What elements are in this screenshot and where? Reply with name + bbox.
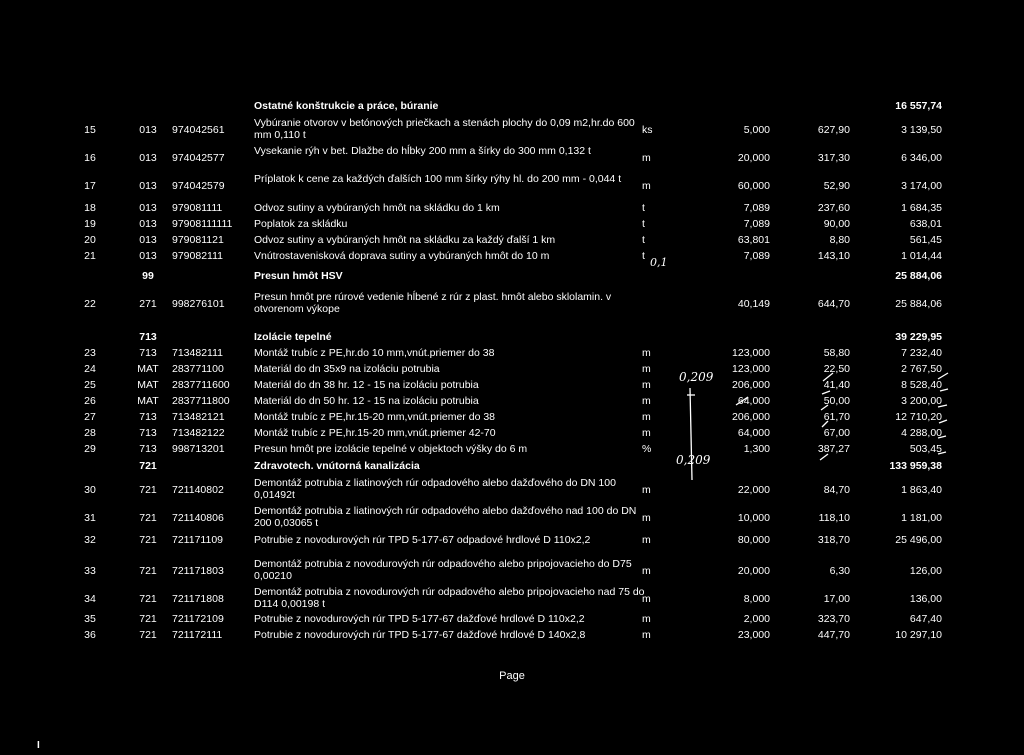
item-code: 713482111 [172, 347, 223, 359]
item-unit-price: 50,00 [823, 395, 850, 407]
item-unit-price: 118,10 [818, 512, 850, 524]
item-total: 1 684,35 [901, 202, 942, 214]
item-number: 20 [84, 234, 96, 246]
handwritten-note: 0,209 [679, 370, 714, 384]
item-unit: t [642, 218, 645, 230]
item-unit-price: 318,70 [817, 534, 850, 546]
item-description: Materiál do dn 50 hr. 12 - 15 na izoláciu potrubia [254, 395, 479, 407]
item-chapter: 721 [139, 613, 157, 625]
item-number: 36 [84, 629, 96, 641]
item-quantity: 10,000 [737, 512, 770, 524]
item-total: 3 174,00 [901, 180, 942, 192]
item-quantity: 63,801 [737, 234, 770, 246]
item-unit-price: 237,60 [817, 202, 850, 214]
item-number: 17 [84, 180, 96, 192]
section-title: Izolácie tepelné [254, 331, 332, 343]
item-total: 25 884,06 [895, 298, 942, 310]
item-number: 33 [84, 565, 96, 577]
item-chapter: 013 [139, 234, 157, 246]
item-chapter: 013 [139, 180, 157, 192]
item-code: 979082111 [172, 250, 223, 262]
item-code: 974042561 [172, 124, 225, 136]
item-quantity: 123,000 [732, 347, 770, 359]
item-chapter: 013 [139, 250, 157, 262]
item-quantity: 80,000 [737, 534, 770, 546]
item-total: 3 200,00 [901, 395, 942, 407]
item-code: 721171808 [172, 593, 224, 605]
item-code: 713482122 [172, 427, 225, 439]
page-footer [0, 670, 1024, 682]
item-unit: m [642, 613, 651, 625]
item-quantity: 7,089 [743, 218, 770, 230]
item-quantity: 20,000 [737, 152, 770, 164]
item-code: 979081121 [172, 234, 224, 246]
item-total: 2 767,50 [901, 363, 942, 375]
handwritten-note: 0,1 [650, 256, 668, 269]
item-unit: t [642, 234, 645, 246]
item-number: 23 [84, 347, 96, 359]
item-code: 2837711600 [172, 379, 230, 391]
item-chapter: 721 [139, 593, 157, 605]
item-unit-price: 143,10 [817, 250, 850, 262]
item-unit: m [642, 180, 651, 192]
item-code: 721171109 [172, 534, 223, 546]
item-total: 1 014,44 [901, 250, 942, 262]
item-number: 25 [84, 379, 96, 391]
item-number: 18 [84, 202, 96, 214]
item-unit: m [642, 395, 651, 407]
item-description: Vybúranie otvorov v betónových priečkach a stenách plochy do 0,09 m2,hr.do 600 mm 0,110 t [254, 117, 635, 141]
item-unit: m [642, 152, 651, 164]
item-number: 16 [84, 152, 96, 164]
item-description: Demontáž potrubia z novodurových rúr odpadového alebo pripojovacieho do D75 0,00210 [254, 558, 632, 582]
item-unit-price: 447,70 [817, 629, 850, 641]
item-description: Demontáž potrubia z liatinových rúr odpadového alebo dažďového do DN 100 0,01492t [254, 477, 616, 501]
page-label: Page [499, 670, 525, 682]
item-total: 25 496,00 [895, 534, 942, 546]
item-unit-price: 90,00 [823, 218, 850, 230]
item-unit: ks [642, 124, 653, 136]
item-unit-price: 644,70 [817, 298, 850, 310]
item-chapter: 713 [139, 427, 157, 439]
item-unit-price: 6,30 [829, 565, 850, 577]
item-unit-price: 52,90 [823, 180, 850, 192]
item-code: 979081111 [172, 202, 223, 214]
item-description: Presun hmôt pre izolácie tepelné v objektoch výšky do 6 m [254, 443, 528, 455]
item-chapter: 013 [139, 152, 157, 164]
item-unit-price: 627,90 [817, 124, 850, 136]
item-chapter: 721 [139, 534, 157, 546]
item-unit: % [642, 443, 652, 455]
item-total: 638,01 [909, 218, 942, 230]
item-quantity: 8,000 [743, 593, 770, 605]
item-total: 12 710,20 [895, 411, 942, 423]
item-unit: m [642, 484, 651, 496]
item-quantity: 22,000 [737, 484, 770, 496]
item-unit: t [642, 250, 645, 262]
item-quantity: 206,000 [732, 411, 770, 423]
item-code: 974042577 [172, 152, 225, 164]
item-quantity: 206,000 [732, 379, 770, 391]
item-unit: m [642, 512, 651, 524]
item-chapter: 013 [139, 124, 157, 136]
item-number: 21 [84, 250, 96, 262]
item-code: 998276101 [172, 298, 225, 310]
item-unit-price: 61,70 [823, 411, 850, 423]
item-quantity: 7,089 [743, 202, 770, 214]
item-description: Potrubie z novodurových rúr TPD 5-177-67 odpadové hrdlové D 110x2,2 [254, 534, 591, 546]
item-total: 126,00 [909, 565, 942, 577]
item-chapter: 721 [139, 484, 157, 496]
item-unit: m [642, 411, 651, 423]
section-code: 99 [142, 270, 154, 282]
item-chapter: 721 [139, 565, 157, 577]
item-description: Potrubie z novodurových rúr TPD 5-177-67 dažďové hrdlové D 110x2,2 [254, 613, 585, 625]
item-unit: m [642, 379, 651, 391]
item-code: 721171803 [172, 565, 224, 577]
item-description: Vysekanie rýh v bet. Dlažbe do hĺbky 200 mm a šírky do 300 mm 0,132 t [254, 145, 591, 157]
item-description: Potrubie z novodurových rúr TPD 5-177-67 dažďové hrdlové D 140x2,8 [254, 629, 586, 641]
item-chapter: 713 [139, 411, 157, 423]
item-unit-price: 41,40 [823, 379, 850, 391]
item-number: 26 [84, 395, 96, 407]
item-quantity: 64,000 [737, 395, 770, 407]
item-description: Poplatok za skládku [254, 218, 348, 230]
item-number: 24 [84, 363, 96, 375]
item-code: 721172111 [172, 629, 223, 641]
item-total: 136,00 [909, 593, 942, 605]
item-number: 19 [84, 218, 96, 230]
item-number: 35 [84, 613, 96, 625]
item-number: 30 [84, 484, 96, 496]
item-description: Materiál do dn 38 hr. 12 - 15 na izoláciu potrubia [254, 379, 479, 391]
item-unit: m [642, 593, 651, 605]
section-total: 133 959,38 [889, 460, 942, 472]
section-title: Ostatné konštrukcie a práce, búranie [254, 100, 439, 112]
item-total: 6 346,00 [901, 152, 942, 164]
item-code: 2837711800 [172, 395, 230, 407]
section-code: 713 [139, 331, 157, 343]
item-quantity: 60,000 [737, 180, 770, 192]
item-quantity: 1,300 [743, 443, 770, 455]
section-code: 721 [139, 460, 157, 472]
item-chapter: 013 [139, 218, 157, 230]
item-unit: m [642, 427, 651, 439]
item-unit-price: 387,27 [817, 443, 850, 455]
item-quantity: 40,149 [737, 298, 770, 310]
item-unit-price: 67,00 [823, 427, 850, 439]
item-total: 10 297,10 [895, 629, 942, 641]
item-number: 34 [84, 593, 96, 605]
item-unit: m [642, 363, 651, 375]
item-total: 647,40 [909, 613, 942, 625]
item-description: Odvoz sutiny a vybúraných hmôt na skládku do 1 km [254, 202, 500, 214]
item-chapter: 713 [139, 443, 157, 455]
item-description: Montáž trubíc z PE,hr.15-20 mm,vnút.priemer do 38 [254, 411, 496, 423]
item-chapter: 713 [139, 347, 157, 359]
item-description: Materiál do dn 35x9 na izoláciu potrubia [254, 363, 440, 375]
section-total: 39 229,95 [895, 331, 942, 343]
item-quantity: 7,089 [743, 250, 770, 262]
item-description: Presun hmôt pre rúrové vedenie hĺbené z rúr z plast. hmôt alebo sklolamin. v otvorenom výkope [254, 291, 612, 315]
handwritten-note: 0,209 [676, 453, 711, 467]
item-chapter: MAT [137, 379, 159, 391]
section-title: Zdravotech. vnútorná kanalizácia [254, 460, 420, 472]
item-unit-price: 22,50 [823, 363, 850, 375]
item-chapter: 013 [139, 202, 157, 214]
item-unit-price: 84,70 [823, 484, 850, 496]
item-total: 3 139,50 [901, 124, 942, 136]
item-number: 29 [84, 443, 96, 455]
corner-mark: I [37, 740, 40, 751]
item-total: 561,45 [909, 234, 942, 246]
item-quantity: 64,000 [737, 427, 770, 439]
item-code: 721140802 [172, 484, 224, 496]
item-total: 8 528,40 [901, 379, 942, 391]
item-unit-price: 317,30 [817, 152, 850, 164]
item-number: 28 [84, 427, 96, 439]
item-unit-price: 17,00 [823, 593, 850, 605]
item-code: 721172109 [172, 613, 224, 625]
item-code: 97908111111 [172, 218, 233, 230]
item-quantity: 23,000 [737, 629, 770, 641]
item-number: 27 [84, 411, 96, 423]
item-description: Demontáž potrubia z liatinových rúr odpadového alebo dažďového nad 100 do DN 200 0,03065 t [254, 505, 637, 529]
item-description: Vnútrostavenisková doprava sutiny a vybúraných hmôt do 10 m [254, 250, 550, 262]
item-code: 998713201 [172, 443, 225, 455]
item-description: Príplatok k cene za každých ďalších 100 mm šírky rýhy hl. do 200 mm - 0,044 t [254, 173, 622, 185]
item-number: 32 [84, 534, 96, 546]
item-description: Montáž trubíc z PE,hr.do 10 mm,vnút.priemer do 38 [254, 347, 495, 359]
item-description: Odvoz sutiny a vybúraných hmôt na skládku za každý ďalší 1 km [254, 234, 556, 246]
item-code: 283771100 [172, 363, 224, 375]
item-quantity: 5,000 [743, 124, 770, 136]
item-quantity: 123,000 [732, 363, 770, 375]
item-number: 15 [84, 124, 96, 136]
item-number: 22 [84, 298, 96, 310]
item-unit: m [642, 534, 651, 546]
item-unit: m [642, 565, 651, 577]
item-total: 503,45 [909, 443, 942, 455]
item-code: 974042579 [172, 180, 225, 192]
item-code: 721140806 [172, 512, 224, 524]
item-description: Montáž trubíc z PE,hr.15-20 mm,vnút.priemer 42-70 [254, 427, 496, 439]
item-total: 4 288,00 [901, 427, 942, 439]
item-unit-price: 323,70 [817, 613, 850, 625]
item-unit: m [642, 347, 651, 359]
item-unit-price: 8,80 [829, 234, 850, 246]
item-total: 7 232,40 [901, 347, 942, 359]
section-total: 16 557,74 [895, 100, 942, 112]
item-chapter: 721 [139, 512, 157, 524]
section-title: Presun hmôt HSV [254, 270, 343, 282]
item-chapter: MAT [137, 395, 159, 407]
item-total: 1 181,00 [901, 512, 942, 524]
item-number: 31 [84, 512, 96, 524]
item-unit: t [642, 202, 645, 214]
item-chapter: MAT [137, 363, 159, 375]
section-total: 25 884,06 [895, 270, 942, 282]
item-quantity: 2,000 [743, 613, 770, 625]
item-chapter: 721 [139, 629, 157, 641]
item-total: 1 863,40 [901, 484, 942, 496]
item-code: 713482121 [172, 411, 225, 423]
item-unit: m [642, 629, 651, 641]
item-unit-price: 58,80 [823, 347, 850, 359]
item-quantity: 20,000 [737, 565, 770, 577]
item-chapter: 271 [139, 298, 157, 310]
item-description: Demontáž potrubia z novodurových rúr odpadového alebo pripojovacieho nad 75 do D114 0,00198 t [254, 586, 645, 610]
